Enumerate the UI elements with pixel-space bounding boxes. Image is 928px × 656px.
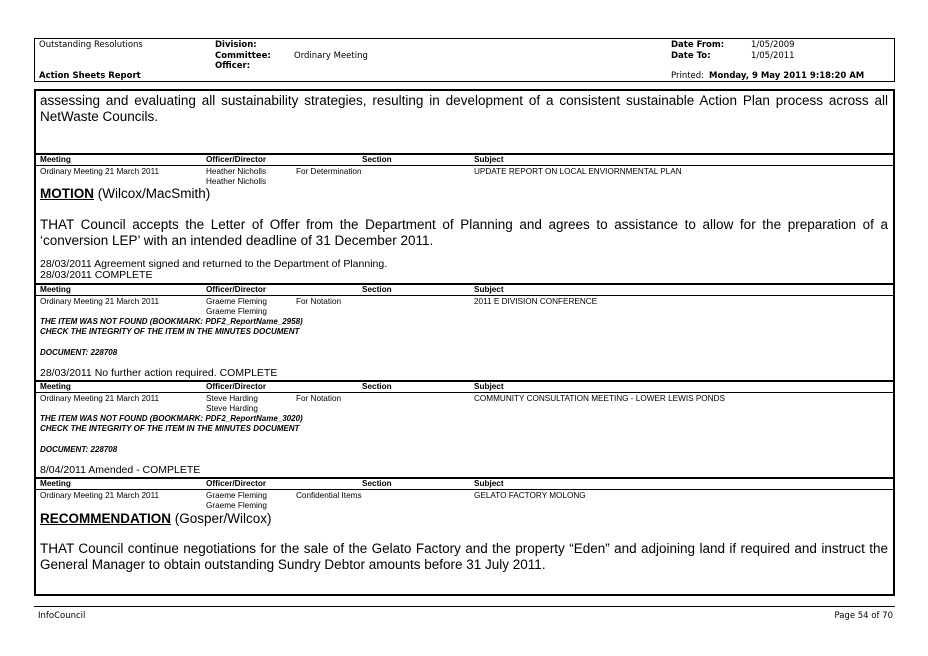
col-section: Section	[362, 479, 392, 488]
col-subject: Subject	[474, 479, 504, 488]
col-officer: Officer/Director	[206, 479, 267, 488]
item-meeting: Ordinary Meeting 21 March 2011	[40, 394, 160, 403]
col-meeting: Meeting	[40, 479, 71, 488]
item-subject: GELATO FACTORY MOLONG	[474, 491, 586, 500]
printed-label: Printed:	[671, 71, 705, 81]
item-director: Steve Harding	[206, 404, 258, 413]
report-body	[34, 89, 895, 596]
committee-value: Ordinary Meeting	[294, 51, 368, 61]
col-officer: Officer/Director	[206, 285, 267, 294]
error-message: CHECK THE INTEGRITY OF THE ITEM IN THE MINUTES DOCUMENT	[40, 327, 300, 336]
report-name: Outstanding Resolutions	[39, 40, 143, 50]
col-subject: Subject	[474, 382, 504, 391]
col-section: Section	[362, 155, 392, 164]
column-header-row	[36, 153, 893, 166]
page-footer	[34, 606, 895, 621]
col-section: Section	[362, 382, 392, 391]
printed-value: Monday, 9 May 2011 9:18:20 AM	[709, 71, 865, 81]
column-header-row	[36, 283, 893, 296]
col-officer: Officer/Director	[206, 155, 267, 164]
item-subject: UPDATE REPORT ON LOCAL ENVIORNMENTAL PLAN	[474, 167, 682, 176]
item-meeting: Ordinary Meeting 21 March 2011	[40, 297, 160, 306]
item-director: Graeme Fleming	[206, 307, 267, 316]
col-subject: Subject	[474, 155, 504, 164]
col-officer: Officer/Director	[206, 382, 267, 391]
recommendation-label: RECOMMENDATION	[40, 511, 171, 526]
column-header-row	[36, 477, 893, 490]
document-number: DOCUMENT: 228708	[40, 445, 118, 454]
error-message: THE ITEM WAS NOT FOUND (BOOKMARK: PDF2_ReportName_2958)	[40, 317, 303, 326]
committee-label: Committee:	[215, 51, 271, 61]
date-to-value: 1/05/2011	[751, 51, 795, 61]
col-subject: Subject	[474, 285, 504, 294]
item-officer: Graeme Fleming	[206, 491, 267, 500]
report-header	[34, 38, 895, 82]
item-director: Graeme Fleming	[206, 501, 267, 510]
recommendation-movers: (Gosper/Wilcox)	[171, 511, 272, 526]
action-note: 28/03/2011 Agreement signed and returned to the Department of Planning.	[40, 258, 388, 270]
error-message: THE ITEM WAS NOT FOUND (BOOKMARK: PDF2_ReportName_3020)	[40, 414, 303, 423]
intro-paragraph: assessing and evaluating all sustainability strategies, resulting in development of a consistent sustainable Action Plan process across all NetWaste Councils.	[40, 93, 888, 124]
item-section: For Determination	[296, 167, 362, 176]
item-meeting: Ordinary Meeting 21 March 2011	[40, 491, 160, 500]
item-meeting: Ordinary Meeting 21 March 2011	[40, 167, 160, 176]
document-number: DOCUMENT: 228708	[40, 348, 118, 357]
resolution-text: THAT Council accepts the Letter of Offer from the Department of Planning and agrees to assistance to allow for the preparation of a ‘conversion LEP’ with an intended deadline of 31 December 2011.	[40, 217, 888, 248]
recommendation-heading	[40, 511, 272, 526]
item-subject: COMMUNITY CONSULTATION MEETING - LOWER LEWIS PONDS	[474, 394, 725, 403]
date-to-label: Date To:	[671, 51, 711, 61]
action-note: 8/04/2011 Amended - COMPLETE	[40, 464, 201, 476]
col-meeting: Meeting	[40, 285, 71, 294]
resolution-text: THAT Council continue negotiations for the sale of the Gelato Factory and the property “Eden” and adjoining land if required and instruct the General Manager to obtain outstanding Sundry Debtor amounts before 31 July 2011.	[40, 541, 888, 572]
footer-app-name: InfoCouncil	[38, 611, 86, 621]
col-meeting: Meeting	[40, 155, 71, 164]
division-label: Division:	[215, 40, 257, 50]
item-officer: Steve Harding	[206, 394, 258, 403]
action-note: 28/03/2011 No further action required. COMPLETE	[40, 367, 278, 379]
col-section: Section	[362, 285, 392, 294]
page-number: Page 54 of 70	[834, 611, 893, 621]
item-subject: 2011 E DIVISION CONFERENCE	[474, 297, 598, 306]
motion-movers: (Wilcox/MacSmith)	[94, 186, 211, 201]
date-from-value: 1/05/2009	[751, 40, 795, 50]
report-type: Action Sheets Report	[39, 71, 141, 81]
officer-label: Officer:	[215, 61, 251, 71]
action-note: 28/03/2011 COMPLETE	[40, 269, 153, 281]
item-section: For Notation	[296, 297, 342, 306]
item-section: For Notation	[296, 394, 342, 403]
date-from-label: Date From:	[671, 40, 725, 50]
col-meeting: Meeting	[40, 382, 71, 391]
error-message: CHECK THE INTEGRITY OF THE ITEM IN THE MINUTES DOCUMENT	[40, 424, 300, 433]
item-officer: Heather Nicholls	[206, 167, 267, 176]
column-header-row	[36, 380, 893, 393]
motion-label: MOTION	[40, 186, 94, 201]
motion-heading	[40, 186, 210, 201]
item-director: Heather Nicholls	[206, 177, 267, 186]
item-officer: Graeme Fleming	[206, 297, 267, 306]
item-section: Confidential Items	[296, 491, 362, 500]
